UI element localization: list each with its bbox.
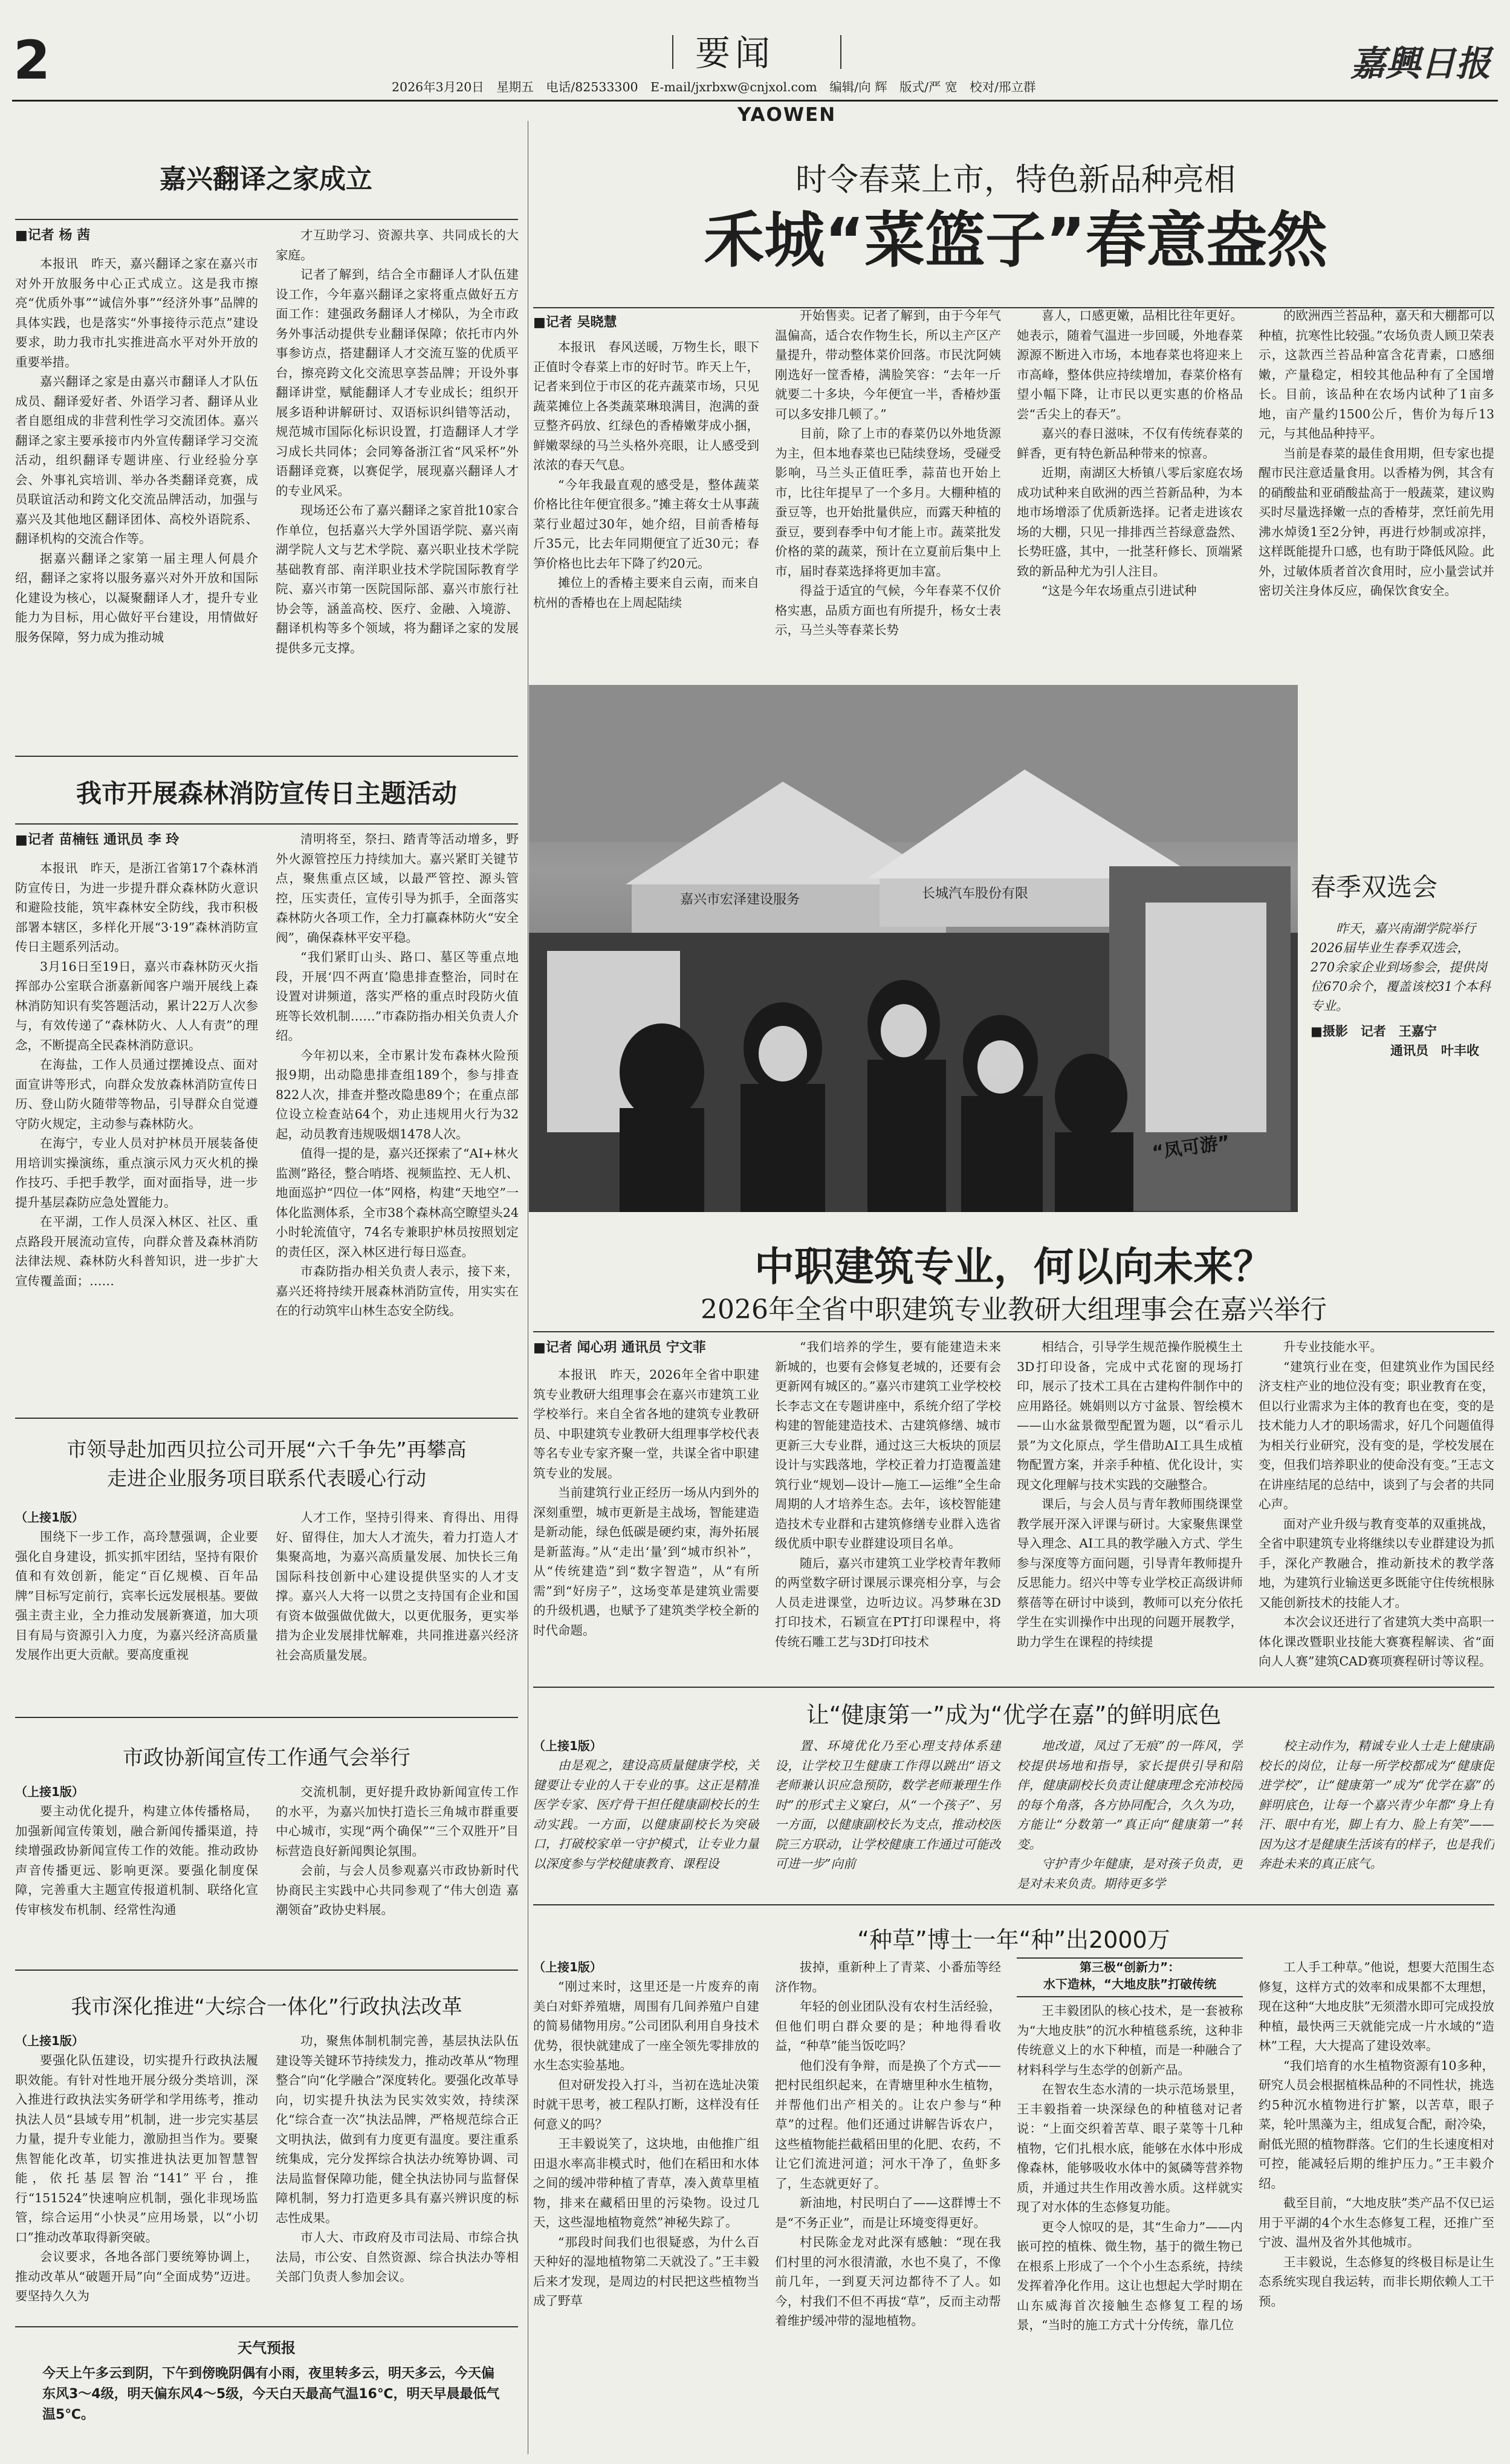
enterprise-visit-headline-1: 市领导赴加西贝拉公司开展“六千争先”再攀高: [66, 1438, 467, 1461]
art8-col2: [775, 1736, 1001, 1895]
art8-col3: [1017, 1736, 1243, 1895]
paragraph: 课后，与会人员与青年教师围绕课堂教学展开深入评课与研讨。大家聚焦课堂导入理念、AI工具的教学融入方式、学生参与深度等方面问题，引导青年教师提升反思能力。绍兴中等专业学校正高级讲师蔡蓓等在研讨中谈到，教师可以充分依托学生在实训操作中出现的问题开展教学，助力学生在课程的持续提: [1017, 1497, 1243, 1649]
art5-lead: （上接1版）: [15, 2034, 84, 2048]
paragraph: 截至目前，“大地皮肤”类产品不仅已运用于平湖的4个水生态修复工程，还推广至宁波、温州及省外其他城市。: [1259, 2196, 1494, 2249]
art7-col3: [1017, 1337, 1243, 1677]
photo-title: 春季双选会: [1311, 872, 1438, 902]
paragraph: 在平湖，工作人员深入林区、社区、重点路段开展流动宣传，向群众普及森林消防法律法规、森林防火科普知识，进一步扩大宣传覆盖面；……: [15, 1214, 258, 1288]
newspaper-logo: 嘉興日报: [1350, 43, 1491, 84]
weather-text: 今天上午多云到阴，下午到傍晚阴偶有小雨，夜里转多云，明天多云，今天偏东风3～4级，明天偏东风4～5级，今天白天最高气温16℃，明天早晨最低气温5℃。: [42, 2366, 500, 2422]
photo-credit-2: 通讯员 叶丰收: [1390, 1043, 1479, 1058]
paragraph: 拔掉，重新种上了青菜、小番茄等经济作物。: [775, 1960, 1001, 1994]
paragraph: 王丰毅说笑了，这块地，由他推广组田退水率高非模式时，他们在稻田和水体之间的缓冲带种植了青草，凑入黄草里植物，排来在藏稻田里的污染物。设过几天，这些湿地植物竟然”神秘失踪了。: [533, 2136, 759, 2229]
paragraph: 村民陈金龙对此深有感触：“现在我们村里的河水很清澈，水也不臭了，不像前几年，一到夏天河边都待不了人。如今，村我们不但不再拔“草”，反而主动帮着维护缓冲带的湿地植物。: [775, 2235, 1001, 2328]
paragraph: 嘉兴翻译之家是由嘉兴市翻译人才队伍成员、翻译爱好者、外语学习者、翻译从业者自愿组成的非营利性学习交流团体。嘉兴翻译之家主要承接市内外宣传翻译学习交流活动，组织翻译专题讲座、行业经验分享会、外事礼宾培训、举办各类翻译竞赛，成员联谊活动和跨文化交流品牌活动，加强与嘉兴及其他地区翻译团体、高校外语院系、翻译机构的交流合作等。: [15, 374, 258, 546]
art9-col4: [1259, 1957, 1494, 2454]
grass-doctor-headline: “种草”博士一年“种”出2000万: [857, 1927, 1170, 1953]
paragraph: 校主动作为，精诚专业人士走上健康副校长的岗位，让每一所学校都成为“健康促进学校”，让“健康第一”成为“优学在嘉”的鲜明底色，让每一个嘉兴青少年都“身上有汗、眼中有光，脚上有力、脸上有笑”——因为这才是健康生活该有的样子，也是我们奔赴未来的真正底气。: [1259, 1739, 1494, 1871]
paragraph: 但对研发投入打斗，当初在选址决策时就干思考，被工程队打断，这样没有任何意义的吗？: [533, 2077, 759, 2132]
art7-byline: ■记者 闻心玥 通讯员 宁文菲: [533, 1340, 706, 1355]
paragraph: “刚过来时，这里还是一片废弃的南美白对虾养殖塘，周围有几间养殖户自建的简易储物用房。”公司团队利用自身技术优势，很快就建成了一座全领先零排放的水生态实验基地。: [533, 1979, 759, 2072]
paragraph: 随后，嘉兴市建筑工业学校青年教师的两堂数字研讨课展示课亮相分享，与会人员走进课堂，边听边议。冯梦琳在3D打印技术，石颖宣在PT打印课程中，将传统石雕工艺与3D打印技术: [775, 1555, 1001, 1649]
paragraph: 交流机制，更好提升政协新闻宣传工作的水平，为嘉兴加快打造长三角城市群重要中心城市，实现“两个确保”“三个双胜开”目标营造良好新闻舆论氛围。: [276, 1785, 519, 1858]
translation-house-headline: 嘉兴翻译之家成立: [160, 164, 372, 195]
paragraph: 工人手工种草。”他说，想要大范围生态修复，这样方式的效率和成果都不太理想，现在这种“大地皮肤”无须潜水即可完成投放种植，最快两三天就能完成一片水域的“造林”工程，大大提高了建设效率。: [1259, 1960, 1494, 2053]
weather-rule: [15, 2326, 518, 2327]
spring-veg-headline: 禾城“菜篮子”春意盎然: [704, 205, 1327, 276]
paragraph: 清明将至，祭扫、踏青等活动增多，野外火源管控压力持续加大。嘉兴紧盯关键节点，聚焦重点区域，以最严管控、源头管控，压实责任，宣传引导为抓手，全面落实森林防火各项工作，全力打赢森林防火“安全阀”，确保森林平安平稳。: [276, 832, 519, 945]
art2-col1: [15, 858, 258, 1415]
paragraph: 本报讯 昨天，是浙江省第17个森林消防宣传日，为进一步提升群众森林防火意识和避险技能，筑牢森林安全防线，我市积极部署本辖区，多样化开展“3·19”森林消防宣传日主题系列活动。: [15, 861, 258, 954]
enterprise-visit-headline-2: 走进企业服务项目联系代表暖心行动: [107, 1467, 426, 1490]
paragraph: 在智农生态水清的一块示范场景里，王丰毅指着一块深绿色的种植毯对记者说：“上面交织着苦草、眼子菜等十几种植物，它们扎根水底，能够在水体中形成像森林，能够吸收水体中的氮磷等营养物质，并通过共生作用改善水质。这样就实现了对水体的生态修复功能。: [1017, 2082, 1243, 2214]
paragraph: 会议要求，各地各部门要统筹协调上，推动改革从“破题开局”向“全面成势”迈进。要坚持久久为: [15, 2249, 258, 2303]
art3-top-rule: [15, 1418, 518, 1419]
art9-col3: [1017, 2001, 1243, 2454]
art3-lead: （上接1版）: [15, 1510, 84, 1525]
paragraph: 当前是春菜的最佳食用期，但专家也提醒市民注意适量食用。以香椿为例，其含有的硝酸盐和亚硝酸盐高于一般蔬菜，建议购买时尽量选择嫩一点的香椿芽，烹饪前先用沸水焯烫1至2分钟，再进行炒制或凉拌，这样既能提升口感，也有助于降低风险。此外，过敏体质者首次食用时，应小量尝试并密切关注身体反应，确保饮食安全。: [1259, 446, 1494, 598]
art2-top-rule: [15, 756, 518, 757]
paragraph: 据嘉兴翻译之家第一届主理人何晨介绍，翻译之家将以服务嘉兴对外开放和国际化建设为核心，以凝聚翻译人才，提升专业能力为目标，用心做好平台建设，用情做好服务保障，努力成为推动城: [15, 551, 258, 644]
spring-veg-subtitle: 时令春菜上市，特色新品种亮相: [795, 162, 1236, 198]
paragraph: 在海盐，工作人员通过摆摊设点、面对面宣讲等形式，向群众发放森林消防宣传日历、登山防火随带等物品，引导群众自觉遵守防火规定，主动参与森林防火。: [15, 1057, 258, 1131]
paragraph: 本报讯 昨天，2026年全省中职建筑专业教研大组理事会在嘉兴市建筑工业学校举行。来自全省各地的建筑专业教研员、中职建筑专业教研大组理事学校代表等名专业专家齐聚一堂，共谋全省中职建筑专业的发展。: [533, 1367, 759, 1480]
paragraph: 3月16日至19日，嘉兴市森林防灭火指挥部办公室联合浙嘉新闻客户端开展线上森林消防知识有奖答题活动，累计22万人次参与，有效传递了“森林防火、人人有责”的理念，不断提高全民森林消防意识。: [15, 959, 258, 1052]
innovation-box-title-2: 水下造林，“大地皮肤”打破传统: [1043, 1977, 1217, 1991]
forest-fire-headline: 我市开展森林消防宣传日主题活动: [76, 779, 457, 808]
paragraph: 由是观之，建设高质量健康学校，关键要让专业的人干专业的事。这正是精准医学专家、医疗骨干担任健康副校长的生动实践。一方面，以健康副校长为突破口，打破校家单一守护模式，让专业力量以深度参与学校健康教育、课程设: [533, 1758, 759, 1871]
paragraph: 更令人惊叹的是，其“生命力”——内嵌可控的植株、微生物，基于的微生物已在根系上形成了一个个小生态系统，持续发挥着净化作用。这让也想起大学时期在山东威海首次接触生态修复工程的场景，“当时的施工方式十分传统，靠几位: [1017, 2219, 1243, 2332]
art6-col2: [775, 306, 1001, 664]
paragraph: “今年我最直观的感受是，整体蔬菜价格比往年便宜很多。”摊主蒋女士从事蔬菜行业超过30年，她介绍，目前香椿每斤35元，比去年同期便宜了近30元；春笋价格也比去年下降了约20元。: [533, 477, 759, 571]
paragraph: 嘉兴的春日滋味，不仅有传统春菜的鲜香，更有特色新品种带来的惊喜。: [1017, 426, 1243, 461]
masthead-rule: [12, 100, 1498, 102]
art4-col2: [276, 1782, 519, 1957]
paragraph: 市森防指办相关负责人表示，接下来，嘉兴还将持续开展森林消防宣传，用实实在在的行动筑牢山林生态安全防线。: [276, 1264, 519, 1318]
paragraph: 摊位上的香椿主要来自云南，而来自杭州的香椿也在上周起陆续: [533, 575, 759, 610]
paragraph: 年轻的创业团队没有农村生活经验，但他们明白群众要的是；种地得看收益，“种草”能当饭吃吗？: [775, 1999, 1001, 2053]
art4-col1: [15, 1801, 258, 1959]
paragraph: 在海宁，专业人员对护林员开展装备使用培训实操演练，重点演示风力灭火机的操作技巧、手把手教学，面对面指导，进一步提升基层森防应急处置能力。: [15, 1136, 258, 1210]
paragraph: 面对产业升级与教育变革的双重挑战，全省中职建筑专业将继续以专业群建设为抓手，深化产教融合，推动新技术的教学落地，为建筑行业输送更多既能守住传统根脉又能创新技术的技能人才。: [1259, 1516, 1494, 1610]
art5-col2: [276, 2031, 519, 2315]
health-first-headline: 让“健康第一”成为“优学在嘉”的鲜明底色: [806, 1702, 1222, 1728]
photo-caption: 昨天，嘉兴南湖学院举行2026届毕业生春季双选会，270余家企业到场参会，提供岗位670余个，覆盖该校31个本科专业。: [1311, 921, 1491, 1013]
paragraph: 记者了解到，结合全市翻译人才队伍建设工作，今年嘉兴翻译之家将重点做好五方面工作：建强政务翻译人才梯队，为全市政务外事活动提供专业翻译保障；依托市内外事参访点，搭建翻译人才交流互鉴的优质平台，擦亮跨文化交流思享荟品牌；开设外事翻译讲堂，赋能翻译人才专业成长；组织开展多语种讲解研讨、双语标识纠错等活动，规范城市国际化标识设置，打造翻译人才学习成长共同体；会同筹备浙江省“风采杯”外语翻译竞赛，以赛促学，展现嘉兴翻译人才的专业风采。: [276, 267, 519, 498]
paragraph: 得益于适宜的气候，今年春菜不仅价格实惠，品质方面也有所提升，杨女士表示，马兰头等春菜长势: [775, 583, 1001, 637]
innovation-box-title-1: 第三极“创新力”：: [1079, 1960, 1181, 1974]
section-divider-right: [840, 35, 841, 69]
art6-col3: [1017, 306, 1243, 664]
paragraph: 本报讯 春风送暖，万物生长，眼下正值时令春菜上市的好时节。昨天上午，记者来到位于市区的花卉蔬菜市场，只见蔬菜摊位上各类蔬菜琳琅满目，泡满的蚕豆整齐码放、红绿色的香椿嫩芽成小捆，鲜嫩翠绿的马兰头格外亮眼，让人感受到浓浓的春天气息。: [533, 340, 759, 472]
paragraph: 功，聚焦体制机制完善，基层执法队伍建设等关键环节持续发力，推动改革从“物理整合”向“化学融合”深度转化。要强化改革导向，切实提升执法为民实效实效，持续深化“综合查一次”执法品牌，严格规范综合正文明执法，做到有力度更有温度。要注重系统集成，完分发挥综合执法办统筹协调、司法局监督保障功能，健全执法协同与监督保障机制，努力打造更多具有嘉兴辨识度的标志性成果。: [276, 2034, 519, 2225]
paragraph: 现场还公布了嘉兴翻译之家首批10家合作单位，包括嘉兴大学外国语学院、嘉兴南湖学院人文与艺术学院、嘉兴职业技术学院基础教育部、南洋职业技术学院国际教育学院、嘉兴市第一医院国际部、嘉兴市旅行社协会等，涵盖高校、医疗、金融、入境游、翻译机构等多个领域，将为翻译之家的发展提供多元支撑。: [276, 503, 519, 655]
art1-col1: [15, 254, 258, 762]
paragraph: 要强化队伍建设，切实提升行政执法履职效能。有针对性地开展分级分类培训，深入推进行政执法实务研学和学用练考，推动执法人员“县域专用”机制，进一步完实基层力量，提升专业能力，激励担当作为。要聚焦智能化改革，切实推进执法更加智慧智能，依托基层智治“141”平台，推行“151524”快速响应机制，强化非现场监管，综合运用“小快灵”应用场景，以“小切口”推动改革取得新突破。: [15, 2053, 258, 2245]
paragraph: 地改道，凤过了无痕”的一阵风，学校提供场地和指导，家长提供引导和陪伴，健康副校长负责让健康理念充沛校园的每个角落，各方协同配合，久久为功，方能让“分数第一”真正向“健康第一”转变。: [1017, 1739, 1243, 1852]
art1-byline: ■记者 杨 茜: [15, 228, 91, 243]
art9-lead: （上接1版）: [533, 1960, 602, 1974]
paragraph: 他们没有争辩，而是换了个方式——把村民组织起来，在青塘里种水生植物，并帮他们出产相关的。让农户参与“种草”的过程。他们还通过讲解告诉农户，这些植物能拦截稻田里的化肥、农药，不让它们流进河道；河水干净了，鱼虾多了，生态就更好了。: [775, 2058, 1001, 2191]
art4-top-rule: [15, 1717, 518, 1718]
paragraph: “我们培养的学生，要有能建造未来新城的，也要有会修复老城的，还要有会更新网有城区的。”嘉兴市建筑工业学校校长李志文在专题讲座中，系统介绍了学校构建的智能建造技术、古建筑修缮、城市更新三大专业群，通过这三大板块的顶层设计与实践落地，学校正着力打造覆盖建筑行业“规划—设计—施工—运维”全生命周期的人才培养生态。去年，该校智能建造技术专业群和古建筑修缮专业群入选省级优质中职专业群建设项目名单。: [775, 1340, 1001, 1551]
job-fair-photo: [529, 685, 1298, 1212]
paragraph: 会前，与会人员参观嘉兴市政协新时代协商民主实践中心共同参观了“伟大创造 嘉潮领奋”政协史料展。: [276, 1863, 519, 1917]
art2-col2: [276, 829, 519, 1410]
paragraph: 喜人，口感更嫩，品相比往年更好。她表示，随着气温进一步回暖，外地春菜源源不断进入市场，本地春菜也将迎来上市高峰，整体供应持续增加，春菜价格有望小幅下降，让市民以更实惠的价格品尝“舌尖上的春天”。: [1017, 308, 1243, 421]
paragraph: 目前，除了上市的春菜仍以外地货源为主，但本地春菜也已陆续登场，受碰受影响，马兰头正值旺季，蒜苗也开始上市，比往年提早了一个多月。大棚种植的蚕豆等，也开始批量供应，而露天种植的蚕豆，要到春季中旬才能上市。蔬菜批发价格的菜的蔬菜，预计在立夏前后集中上市，届时春菜选择将更加丰富。: [775, 426, 1001, 579]
paragraph: “建筑行业在变，但建筑业作为国民经济支柱产业的地位没有变；职业教育在变，但以行业需求为主体的教育也在变，变的是技术能力人才的职场需求，好几个问题值得为相关行业研究，没有变的是，学校发展在变，但我们培养职业的使命没有变。”王志文在讲座结尾的总结中，谈到了与会者的共同心声。: [1259, 1359, 1494, 1511]
art5-top-rule: [15, 1970, 518, 1971]
innovation-box: [1017, 1957, 1243, 1997]
art8-col4: [1259, 1736, 1494, 1895]
paragraph: 守护青少年健康，是对孩子负责，更是对未来负责。期待更多学: [1017, 1856, 1243, 1891]
section-divider-left: [672, 35, 673, 69]
paragraph: 开始售卖。记者了解到，由于今年气温偏高，适合农作物生长，所以主产区产量提升，带动整体菜价回落。市民沈阿姨刚选好一筐香椿，满脸笑容：“去年一斤就要二十多块，今年便宜一半，香椿炒蛋可以多安排几顿了。”: [775, 308, 1001, 421]
section-pinyin: YAOWEN: [737, 104, 837, 126]
section-title: 要闻: [695, 33, 776, 74]
page-number: 2: [13, 29, 51, 91]
art6-col4: [1259, 306, 1494, 664]
art1-rule: [15, 219, 518, 220]
art4-lead: （上接1版）: [15, 1785, 84, 1799]
art2-byline: ■记者 苗楠钰 通讯员 李 玲: [15, 832, 180, 848]
art8-top-rule: [533, 1687, 1494, 1688]
art6-col1: [533, 337, 759, 664]
art3-col2: [276, 1508, 519, 1707]
paragraph: 本次会议还进行了省建筑大类中高职一体化课改暨职业技能大赛赛程解读、省“面向人人赛”建筑CAD赛项赛程研讨等议程。: [1259, 1615, 1494, 1668]
paragraph: “这是今年农场重点引进试种: [1042, 583, 1197, 598]
law-enforcement-headline: 我市深化推进“大综合一体化”行政执法改革: [71, 1995, 462, 2019]
vocational-subtitle: 2026年全省中职建筑专业教研大组理事会在嘉兴举行: [701, 1294, 1327, 1325]
paragraph: 本报讯 昨天，嘉兴翻译之家在嘉兴市对外开放服务中心正式成立。这是我市擦亮“优质外事”“诚信外事”“经济外事”品牌的具体实践，也是落实“外事接待示范点”建设要求，助力我市扎实推进高水平对外开放的重要举措。: [15, 256, 258, 369]
art1-col2: [276, 225, 519, 757]
paragraph: 值得一提的是，嘉兴还探索了“AI+林火监测”路径，整合哨塔、视频监控、无人机、地面巡护“四位一体”网格，构建“天地空”一体化监测体系，全市38个森林高空瞭望头24小时轮流值守，74名专兼职护林员按照划定的责任区，深入林区进行每日巡查。: [276, 1146, 519, 1259]
paragraph: 要主动优化提升，构建立体传播格局，加强新闻宣传策划，融合新闻传播渠道，持续增强政协新闻宣传工作的效能。推动政协声音传播更远、影响更深。要强化制度保障，完善重大主题宣传报道机制、联络化宣传审核发布机制、经常性沟通: [15, 1804, 258, 1917]
art3-col1: [15, 1527, 258, 1708]
paragraph: 王丰毅说，生态修复的终极目标是让生态系统实现自我运转，而非长期依赖人工干预。: [1259, 2254, 1494, 2309]
paragraph: 新油地，村民明白了——这群博士不是“不务正业”，而是让环境变得更好。: [775, 2196, 1001, 2230]
art8-col1: [533, 1756, 759, 1895]
art2-rule: [15, 823, 518, 825]
cppcc-news-headline: 市政协新闻宣传工作通气会举行: [123, 1746, 410, 1770]
paragraph: 人才工作，坚持引得来、育得出、用得好、留得住，加大人才流失，着力打造人才集聚高地，为嘉兴高质量发展、加快长三角国际科技创新中心建设提供坚实的人才支撑。嘉兴人大将一以贯之支持国有企业和国有资本做强做优做大，以更优服务，更实举措为企业发展排忧解难，共同推进嘉兴经济社会高质量发展。: [276, 1510, 519, 1662]
paragraph: 今年初以来，全市累计发布森林火险预报9期，出动隐患排查组189个，参与排查822人次，排查并整改隐患89个；在重点部位设立检查站64个，劝止违规用火行为32起，动员教育违规吸烟1478人次。: [276, 1048, 519, 1141]
photo-banner-2: 长城汽车股份有限: [922, 886, 1029, 901]
art9-top-rule: [533, 1904, 1494, 1905]
paragraph: “我们培育的水生植物资源有10多种，研究人员会根据植株品种的不同性状，挑选约5种沉水植物进行扩繁，以苦草，眼子菜，轮叶黑藻为主，组成复合配，耐冷染，耐低光照的植物群落。它们的生长速度相对可控，能减轻后期的维护压力。”王丰毅介绍。: [1259, 2058, 1494, 2191]
paragraph: 近期，南湖区大桥镇八零后家庭农场成功试种来自欧洲的西兰苔新品种，为本地市场增添了优质新选择。记者走进该农场的大棚，只见一排排西兰苔绿意盎然、长势旺盛，其中，一批茎秆修长、顶端紧致的新品种尤为引人注目。: [1017, 465, 1243, 579]
photo-stamp-text: “凤可游”: [1150, 1132, 1231, 1164]
paragraph: “我们紧盯山头、路口、墓区等重点地段，开展‘四不两直’隐患排查整治，同时在设置对讲频道，落实严格的重点时段防火值班等长效机制……”市森防指办相关负责人介绍。: [276, 950, 519, 1043]
art5-col1: [15, 2051, 258, 2316]
art9-col2: [775, 1957, 1001, 2454]
paragraph: 围绕下一步工作，高玲慧强调，企业要强化自身建设，抓实抓牢团结，坚持有限价值和有效创新，能定“百亿规模、百年品牌”目标写定前行，宾率长远发展根基。要做强主责主业，全力推动发展新赛道，加大项目有局与资源引入力度，为嘉兴经济高质量发展作出更大贡献。要高度重视: [15, 1529, 258, 1662]
art7-col1: [533, 1365, 759, 1677]
paragraph: 市人大、市政府及市司法局、市综合执法局，市公安、自然资源、综合执法办等相关部门负责人参加会议。: [276, 2230, 519, 2284]
photo-credit-1: ■摄影 记者 王嘉宁: [1311, 1024, 1437, 1039]
art9-col1: [533, 1977, 759, 2454]
paragraph: 升专业技能水平。: [1283, 1340, 1382, 1354]
art7-col2: [775, 1337, 1001, 1677]
weather-title: 天气预报: [238, 2339, 296, 2356]
paragraph: 王丰毅团队的核心技术，是一套被称为“大地皮肤”的沉水种植毯系统，这种非传统意义上的水下种植，而是一种融合了材料科学与生态学的创新产品。: [1017, 2003, 1243, 2077]
art7-col4: [1259, 1337, 1494, 1677]
paragraph: 的欧洲西兰苔品种，嘉天和大棚都可以种植，抗寒性比较强。”农场负责人顾卫荣表示，这款西兰苔品种富含花青素，口感细嫩，产量稳定，相较其他品种有了全国增长。目前，该品种在农场内试种了1亩多地，亩产量约1500公斤，售价为每斤13元，与其他品种持平。: [1259, 308, 1494, 441]
masthead-info: 2026年3月20日 星期五 电话/82533300 E-mail/jxrbxw@cnjxol.com 编辑/向 辉 版式/严 宽 校对/邢立群: [392, 80, 1036, 94]
photo-banner-1: 嘉兴市宏泽建设服务: [680, 892, 800, 907]
paragraph: 才互助学习、资源共享、共同成长的大家庭。: [276, 228, 519, 262]
art8-lead: （上接1版）: [533, 1739, 602, 1753]
paragraph: 置、环境优化乃至心理支持体系建设，让学校卫生健康工作得以跳出“语文老师兼认识应急预防，数学老师兼理生作时”的形式主义窠臼，从“一个孩子”、另一方面，以健康副校长为支点，推动校医院三方联动，让学校健康工作通过可能改可进一步”向前: [775, 1739, 1001, 1871]
art7-rule: [533, 1331, 1494, 1332]
vocational-headline: 中职建筑专业，何以向未来？: [754, 1243, 1273, 1290]
paragraph: “那段时间我们也很疑惑，为什么百天种好的湿地植物第二天就没了。”王丰毅后来才发现，是周边的村民把这些植物当成了野草: [533, 2234, 759, 2308]
paragraph: 当前建筑行业正经历一场从内到外的深刻重塑，城市更新是主战场，智能建造是新动能，绿色低碳是硬约束，海外拓展是新蓝海。”从“走出‘量’到“城市织补”，从“传统建造”到“数字智造”，从“有所需”到“好房子”，这场变革是建筑业需要的升级机遇，也赋予了建筑类学校全新的时代命题。: [533, 1485, 759, 1638]
paragraph: 相结合，引导学生规范操作脱模生土3D打印设备，完成中式花窗的现场打印，展示了技术工具在古建构件制作中的应用路径。姚娟则以方寸盆景、智绘模木——山水盆景微型配置为题，以“看示儿景”为文化原点，学生借助AI工具生成植物配置方案，并亲手种植、优化设计，实现文化理解与技术实践的交融整合。: [1017, 1340, 1243, 1492]
art6-byline: ■记者 吴晓慧: [533, 315, 617, 330]
